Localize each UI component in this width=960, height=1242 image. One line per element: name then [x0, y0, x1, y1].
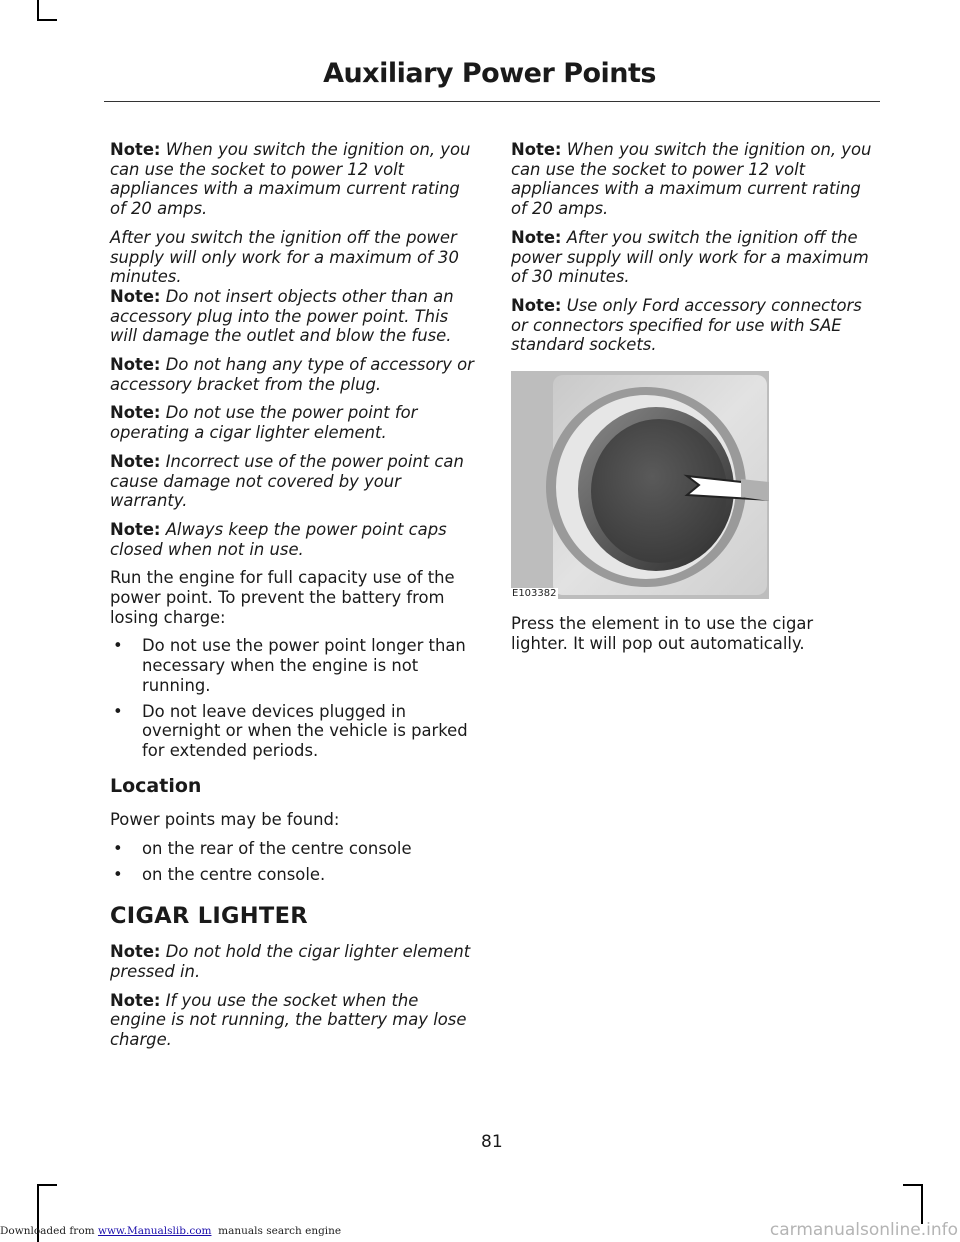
- note: [110, 942, 474, 981]
- bullet-icon: •: [113, 636, 123, 656]
- note: [110, 520, 474, 559]
- right-column: [511, 140, 875, 364]
- note-label: Note:: [110, 942, 161, 962]
- bullet-list: [110, 636, 474, 760]
- footer: [0, 1225, 341, 1237]
- note: [511, 140, 875, 219]
- note: [110, 140, 474, 219]
- watermark: carmanualsonline.info: [769, 1220, 958, 1240]
- note-text: Do not hang any type of accessory or accessory bracket from the plug.: [110, 355, 474, 394]
- footer-link[interactable]: www.Manualslib.com: [97, 1225, 212, 1237]
- note-text: Do not use the power point for operating a cigar lighter element.: [110, 403, 418, 443]
- note: [110, 403, 474, 442]
- page-title: Auxiliary Power Points: [323, 58, 656, 89]
- figure-caption: Press the element in to use the cigar lighter. It will pop out automatically.: [511, 614, 814, 653]
- cigar-lighter-illustration: [511, 371, 769, 599]
- note-text: Always keep the power point caps closed when not in use.: [110, 519, 447, 559]
- note-label: Note:: [110, 140, 161, 159]
- footer-suffix: manuals search engine: [211, 1225, 342, 1237]
- page-number: 81: [481, 1132, 503, 1152]
- footer-prefix: Downloaded from: [0, 1225, 98, 1237]
- list-item-text: Do not use the power point longer than necessary when the engine is not running.: [142, 636, 466, 695]
- figure-code: E103382: [512, 588, 557, 599]
- cigar-lighter-figure: [511, 371, 769, 599]
- bullet-icon: •: [113, 701, 123, 721]
- list-item: [110, 636, 474, 695]
- note-label: Note:: [110, 990, 161, 1010]
- note-label: Note:: [110, 519, 161, 539]
- paragraph: After you switch the ignition off the power supply will only work for a maximum of 30 minutes.: [110, 227, 459, 287]
- list-item: [110, 865, 474, 885]
- crop-mark: [37, 0, 39, 20]
- note-text: If you use the socket when the engine is not running, the battery may lose charge.: [110, 990, 467, 1050]
- list-item: [110, 702, 474, 761]
- note: [511, 228, 875, 287]
- list-item: [110, 839, 474, 859]
- note-text: Use only Ford accessory connectors or connectors specified for use with SAE standard sockets.: [511, 295, 862, 355]
- note-label: Note:: [110, 286, 161, 306]
- bullet-icon: •: [113, 864, 123, 884]
- note-text: Do not insert objects other than an accessory plug into the power point. This will damage the outlet and blow the fuse.: [110, 286, 454, 346]
- note-label: Note:: [110, 355, 161, 375]
- note-label: Note:: [110, 403, 161, 423]
- left-column: [110, 140, 474, 1059]
- crop-mark: [921, 1184, 923, 1224]
- list-item-text: on the rear of the centre console: [142, 839, 412, 859]
- note-text: Do not hold the cigar lighter element pressed in.: [110, 942, 471, 981]
- note-text: Incorrect use of the power point can cause damage not covered by your warranty.: [110, 451, 464, 511]
- note: [110, 355, 474, 394]
- note: [511, 296, 875, 355]
- section-heading-location: Location: [110, 774, 202, 797]
- bullet-icon: •: [113, 839, 123, 859]
- list-item-text: Do not leave devices plugged in overnight or when the vehicle is parked for extended periods.: [142, 701, 468, 760]
- note-label: Note:: [110, 451, 161, 471]
- note: [110, 287, 474, 346]
- note-label: Note:: [511, 140, 562, 159]
- title-divider: [104, 101, 880, 102]
- note: [110, 991, 474, 1050]
- note-text: When you switch the ignition on, you can use the socket to power 12 volt appliances with a maximum current rating of 20 amps.: [511, 140, 872, 219]
- list-item-text: on the centre console.: [142, 864, 326, 884]
- paragraph: Power points may be found:: [110, 810, 340, 830]
- bullet-list: [110, 839, 474, 884]
- note: [110, 452, 474, 511]
- crop-mark: [37, 19, 57, 21]
- crop-mark: [37, 1184, 57, 1186]
- note-text: When you switch the ignition on, you can use the socket to power 12 volt appliances with a maximum current rating of 20 amps.: [110, 140, 471, 219]
- paragraph: Run the engine for full capacity use of the power point. To prevent the battery from losing charge:: [110, 568, 455, 627]
- note-label: Note:: [511, 227, 562, 247]
- note-label: Note:: [511, 295, 562, 315]
- crop-mark: [903, 1184, 923, 1186]
- section-heading-cigar-lighter: CIGAR LIGHTER: [110, 902, 308, 929]
- note-text: After you switch the ignition off the power supply will only work for a maximum of 30 minutes.: [511, 227, 869, 287]
